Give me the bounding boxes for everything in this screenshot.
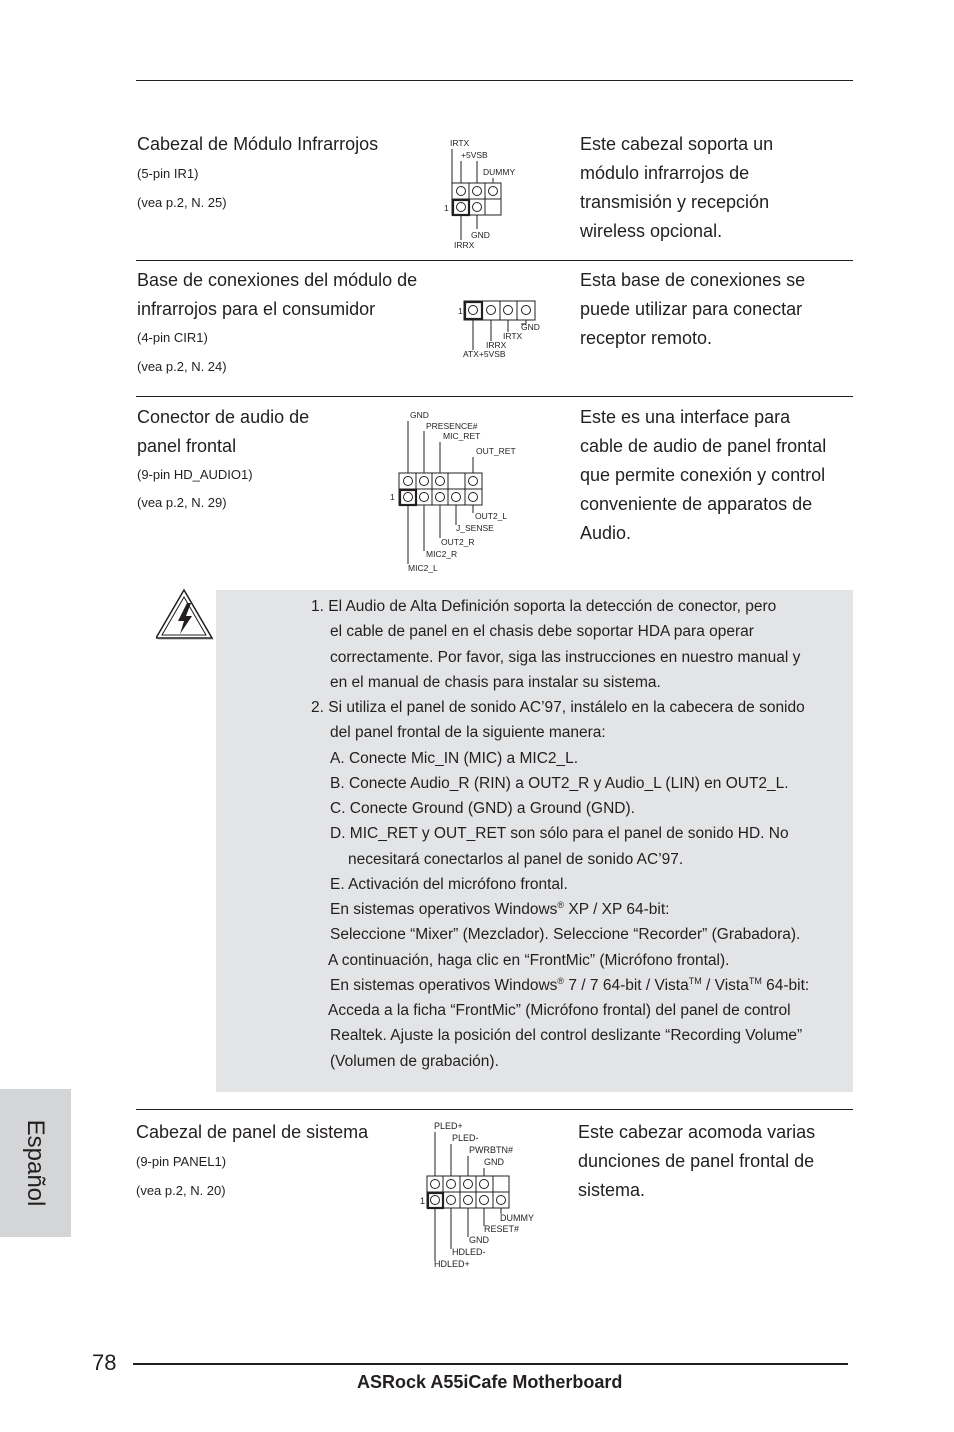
note-line: B. Conecte Audio_R (RIN) a OUT2_R y Audio_L (LIN) en OUT2_L. (330, 775, 789, 792)
pin-one-label: 1 (458, 306, 463, 316)
pin-label: GND (410, 410, 429, 420)
note-line: Realtek. Ajuste la posición del control deslizante “Recording Volume” (330, 1027, 803, 1044)
pin-label: PLED- (452, 1133, 479, 1143)
pin-one-label: 1 (390, 492, 395, 502)
pin-label: GND (484, 1157, 504, 1167)
audio-header-pin: (9-pin HD_AUDIO1) (137, 467, 253, 482)
pin-one-label: 1 (420, 1196, 426, 1206)
pin-label: GND (521, 322, 540, 332)
note-line: Seleccione “Mixer” (Mezclador). Seleccione “Recorder” (Grabadora). (330, 926, 801, 943)
language-tab (0, 1089, 71, 1237)
audio-header-ref: (vea p.2, N. 29) (137, 495, 227, 510)
cir-header-pin: (4-pin CIR1) (137, 330, 208, 345)
panel-header-description: Este cabezar acomoda varias dunciones de panel frontal de sistema. (578, 1122, 816, 1200)
pin-label: DUMMY (500, 1213, 534, 1223)
note-line: 1. El Audio de Alta Definición soporta la detección de conector, pero (311, 598, 777, 615)
cir-header-title: Base de conexiones del módulo de infrarrojos para el consumidor (137, 270, 418, 319)
note-line: (Volumen de grabación). (330, 1053, 499, 1070)
note-line: Acceda a la ficha “FrontMic” (Micrófono frontal) del panel de control (328, 1002, 791, 1019)
footer-title: ASRock A55iCafe Motherboard (357, 1372, 623, 1392)
pin-label: IRRX (454, 240, 475, 250)
note-line: correctamente. Por favor, siga las instrucciones en nuestro manual y (330, 649, 801, 666)
pin-label: PLED+ (434, 1121, 463, 1131)
pin-label: PWRBTN# (469, 1145, 514, 1155)
pin-label: MIC2_L (408, 563, 438, 573)
section-divider (136, 1109, 853, 1110)
audio-header-diagram (386, 405, 526, 577)
footer-rule (133, 1363, 848, 1365)
pin-label: DUMMY (483, 167, 516, 177)
pin-label: OUT2_R (441, 537, 475, 547)
registered-mark: ® (557, 899, 565, 910)
pin-label: PRESENCE# (426, 421, 478, 431)
ir-header-description: Este cabezal soporta un módulo infrarrojos de transmisión y recepción wireless opcional. (580, 134, 774, 241)
note-line: C. Conecte Ground (GND) a Ground (GND). (330, 800, 635, 817)
pin-label: J_SENSE (456, 523, 494, 533)
cir-header-ref: (vea p.2, N. 24) (137, 359, 227, 374)
pin-label: HDLED+ (434, 1259, 470, 1269)
note-line: del panel frontal de la siguiente manera: (330, 724, 606, 741)
pin-label: HDLED- (452, 1247, 486, 1257)
note-line: D. MIC_RET y OUT_RET son sólo para el panel de sonido HD. No (330, 825, 789, 842)
note-line: A. Conecte Mic_IN (MIC) a MIC2_L. (330, 750, 579, 767)
pin-label: MIC2_R (426, 549, 458, 559)
ir-header-pin: (5-pin IR1) (137, 166, 199, 181)
ir-header-ref: (vea p.2, N. 25) (137, 195, 227, 210)
pin-label: GND (471, 230, 490, 240)
pin-label: IRRX (486, 340, 507, 350)
note-line: el cable de panel en el chasis debe soportar HDA para operar (330, 623, 754, 640)
audio-header-title: Conector de audio de panel frontal (137, 407, 310, 456)
cir-header-description: Esta base de conexiones se puede utilizar para conectar receptor remoto. (580, 270, 806, 348)
section-divider (136, 396, 853, 397)
pin-label: IRTX (450, 138, 470, 148)
audio-header-description: Este es una interface para cable de audio de panel frontal que permite conexión y control conveniente de apparatos de Audio. (580, 407, 827, 543)
top-rule (136, 80, 853, 81)
pin-label: RESET# (484, 1224, 520, 1234)
registered-mark: ® (557, 975, 565, 986)
pin-one-label: 1 (444, 203, 449, 213)
panel-header-diagram (414, 1118, 554, 1272)
panel-header-pin: (9-pin PANEL1) (136, 1154, 227, 1169)
pin-label: GND (469, 1235, 489, 1245)
panel-header-ref: (vea p.2, N. 20) (136, 1183, 226, 1198)
section-divider (136, 260, 853, 261)
pin-label: MIC_RET (443, 431, 481, 441)
pin-label: ATX+5VSB (463, 349, 506, 359)
trademark-mark: TM (688, 975, 702, 986)
note-line: necesitará conectarlos al panel de sonido AC’97. (348, 851, 684, 868)
panel-header-title: Cabezal de panel de sistema (136, 1122, 369, 1142)
note-line: A continuación, haga clic en “FrontMic” (Micrófono frontal). (328, 952, 730, 969)
pin-label: OUT_RET (476, 446, 516, 456)
note-line: 2. Si utiliza el panel de sonido AC’97, instálelo en la cabecera de sonido (311, 699, 805, 716)
trademark-mark: TM (748, 975, 762, 986)
pin-label: IRTX (503, 331, 523, 341)
note-line: En sistemas operativos Windows® 7 / 7 64-bit / Vista™ / Vista™ 64-bit: (330, 975, 810, 994)
note-line: En sistemas operativos Windows® XP / XP 64-bit: (330, 899, 670, 918)
cir-header-diagram (452, 296, 552, 362)
warning-icon (156, 588, 218, 644)
pin-label: OUT2_L (475, 511, 508, 521)
note-line: en el manual de chasis para instalar su sistema. (330, 674, 661, 691)
ir-header-title: Cabezal de Módulo Infrarrojos (137, 134, 379, 154)
pin-label: +5VSB (461, 150, 488, 160)
ir-header-diagram (440, 135, 540, 255)
note-line: E. Activación del micrófono frontal. (330, 876, 568, 893)
page-number: 78 (92, 1350, 117, 1375)
language-tab-label: Español (22, 1119, 49, 1207)
